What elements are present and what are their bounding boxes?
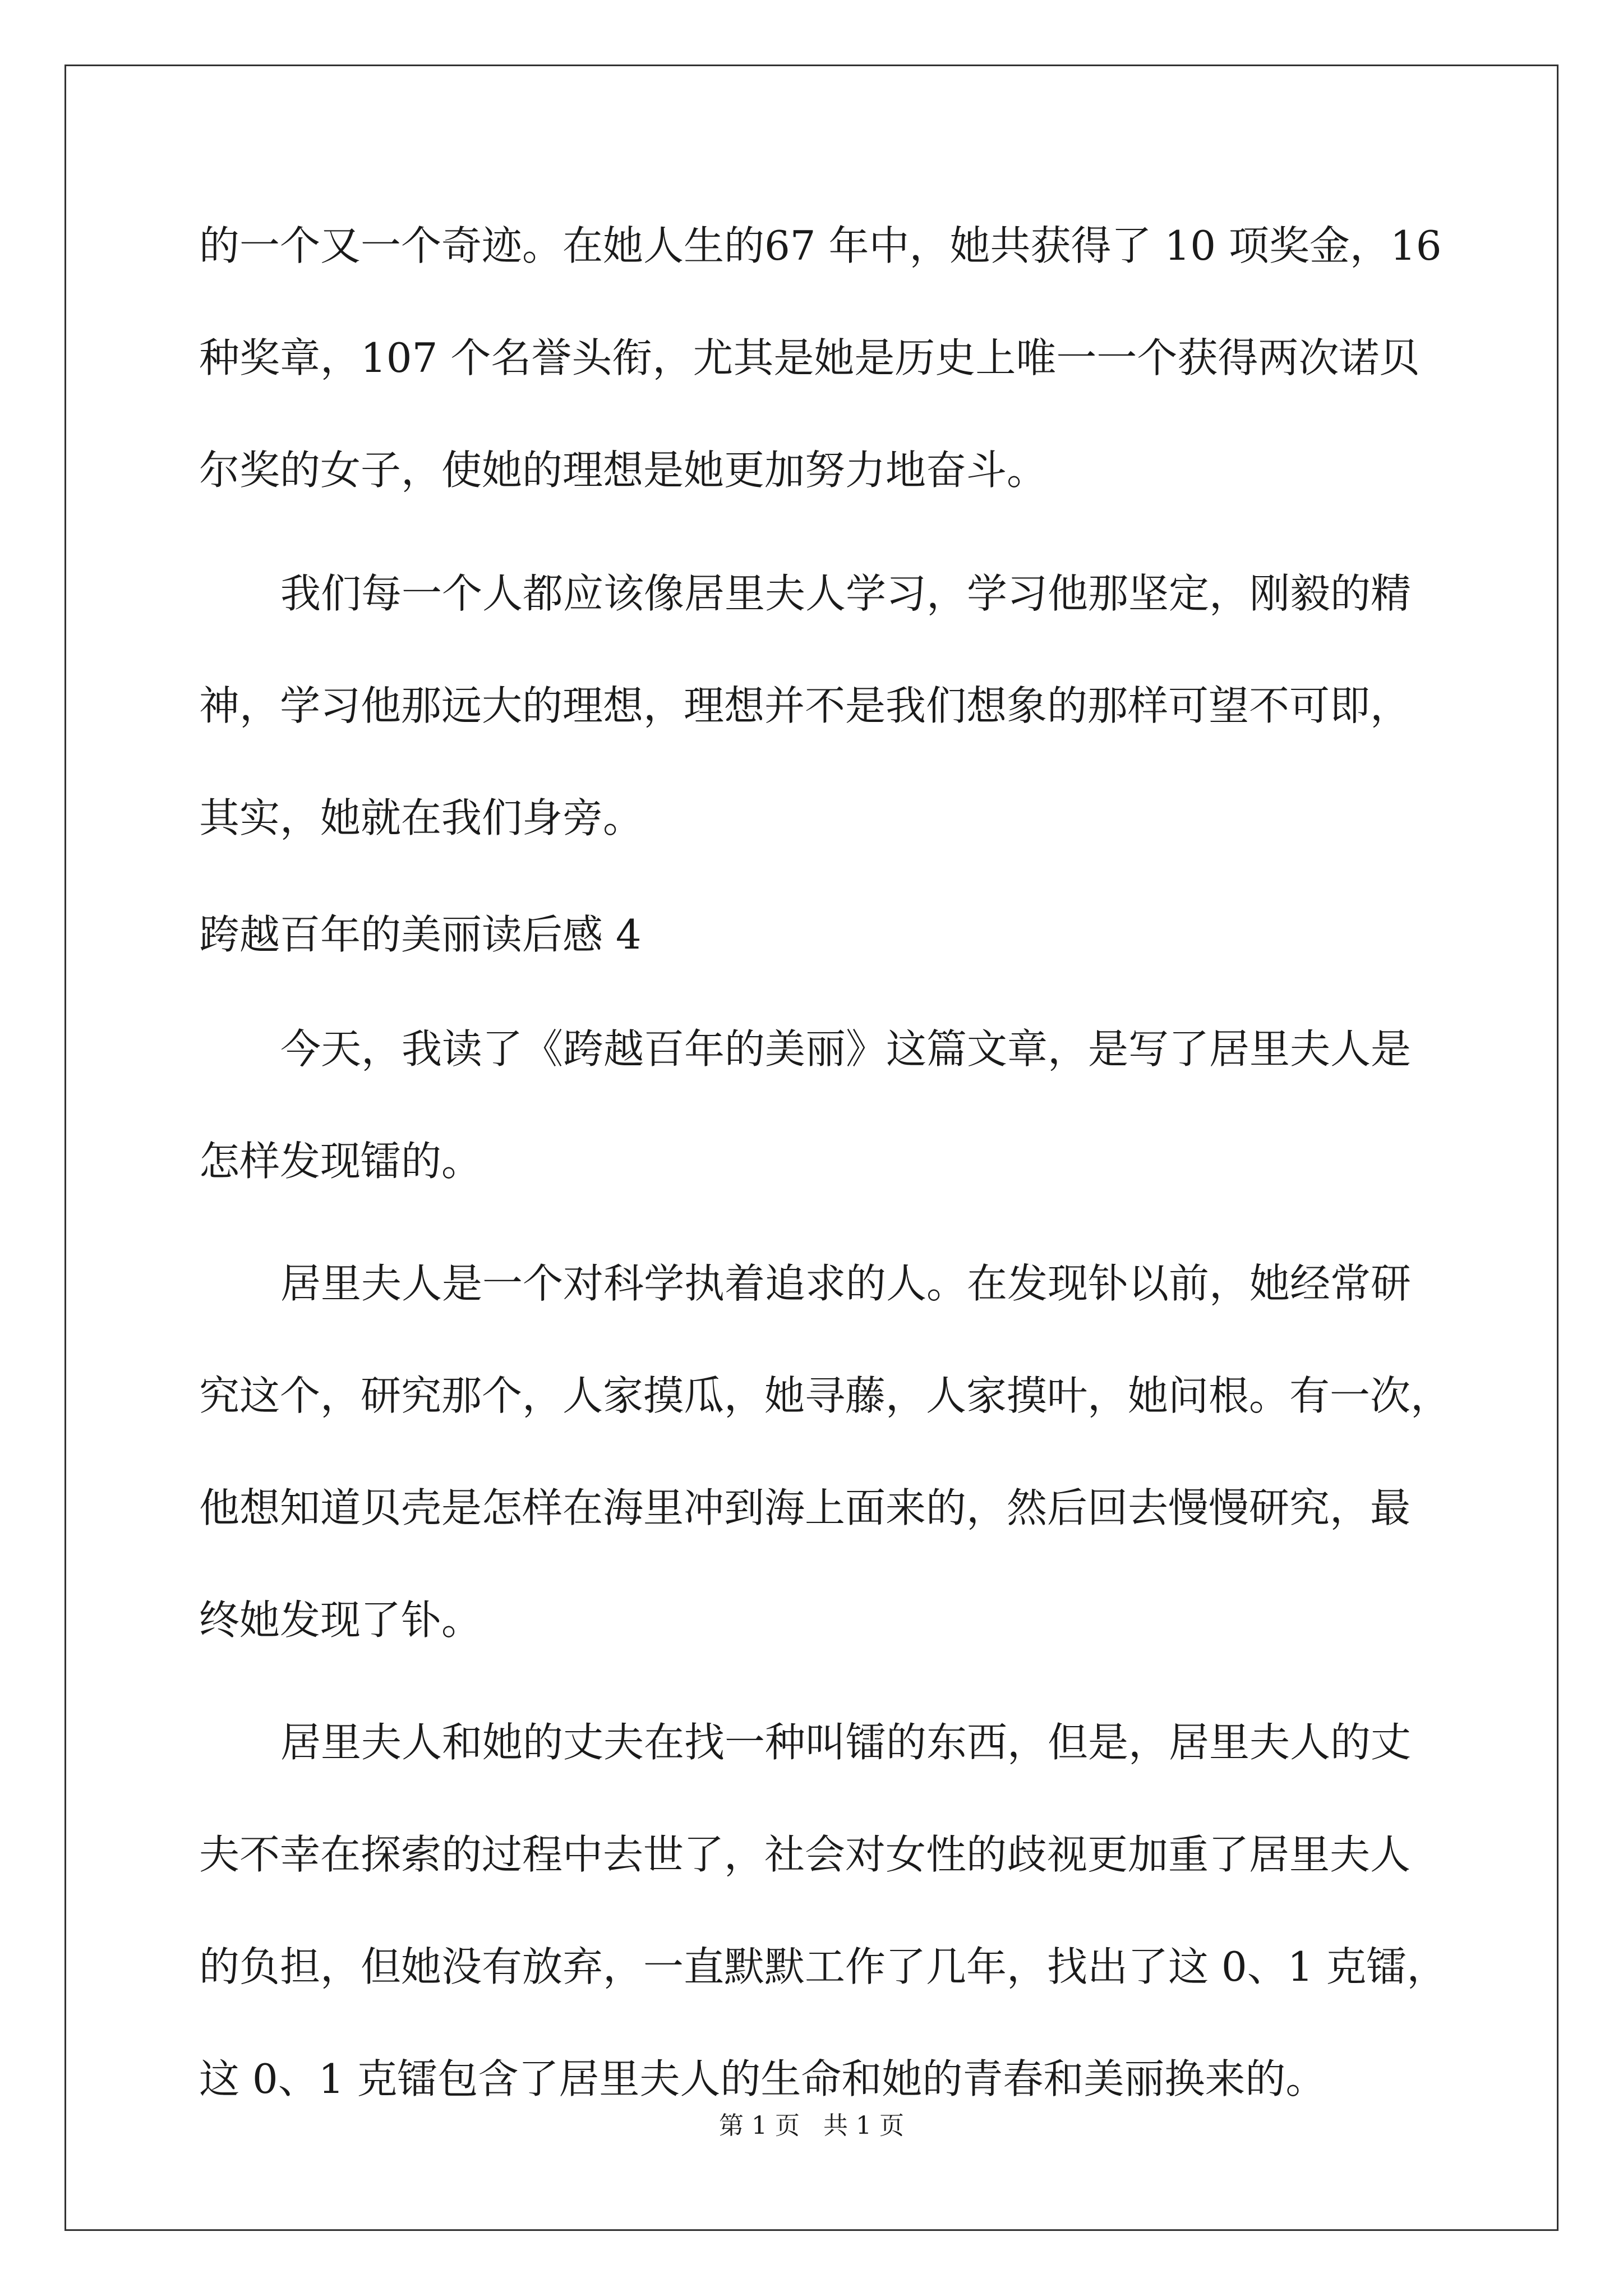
body-text-line: 我们每一个人都应该像居里夫人学习，学习他那坚定，刚毅的精 bbox=[280, 570, 1412, 617]
body-text-line: 种奖章，107 个名誉头衔，尤其是她是历史上唯一一个获得两次诺贝 bbox=[199, 334, 1420, 381]
body-text-line: 尔奖的女子，使她的理想是她更加努力地奋斗。 bbox=[199, 447, 1048, 494]
body-text-line: 其实，她就在我们身旁。 bbox=[199, 794, 644, 841]
body-text-line: 居里夫人是一个对科学执着追求的人。在发现钋以前，她经常研 bbox=[280, 1260, 1412, 1307]
body-text-line: 这 0、1 克镭包含了居里夫人的生命和她的青春和美丽换来的。 bbox=[199, 2055, 1326, 2102]
section-heading: 跨越百年的美丽读后感 4 bbox=[199, 911, 642, 958]
body-text-line: 终她发现了钋。 bbox=[199, 1596, 482, 1644]
body-text-line: 居里夫人和她的丈夫在找一种叫镭的东西，但是，居里夫人的丈 bbox=[280, 1719, 1412, 1766]
body-text-line: 夫不幸在探索的过程中去世了，社会对女性的歧视更加重了居里夫人 bbox=[199, 1831, 1411, 1878]
body-text-line: 今天，我读了《跨越百年的美丽》这篇文章，是写了居里夫人是 bbox=[280, 1025, 1412, 1073]
body-text-line: 的一个又一个奇迹。在她人生的67 年中，她共获得了 10 项奖金，16 bbox=[199, 222, 1442, 269]
body-text-line: 神，学习他那远大的理想，理想并不是我们想象的那样可望不可即， bbox=[199, 682, 1411, 729]
body-text-line: 怎样发现镭的。 bbox=[199, 1138, 482, 1185]
page-number-footer: 第 1 页 共 1 页 bbox=[719, 2111, 904, 2140]
body-text-line: 他想知道贝壳是怎样在海里冲到海上面来的，然后回去慢慢研究，最 bbox=[199, 1484, 1411, 1531]
body-text-line: 究这个，研究那个，人家摸瓜，她寻藤，人家摸叶，她问根。有一次， bbox=[199, 1372, 1451, 1419]
body-text-line: 的负担，但她没有放弃，一直默默工作了几年，找出了这 0、1 克镭， bbox=[199, 1943, 1447, 1990]
